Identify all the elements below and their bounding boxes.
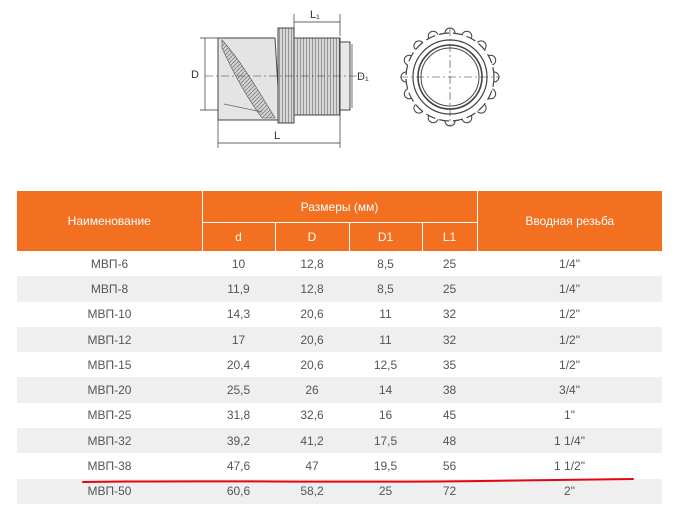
cell-D: 47 bbox=[275, 453, 349, 478]
cell-D: 26 bbox=[275, 377, 349, 402]
cell-name: МВП-20 bbox=[17, 377, 202, 402]
cell-D: 20,6 bbox=[275, 302, 349, 327]
cell-d: 47,6 bbox=[202, 453, 275, 478]
cell-name: МВП-10 bbox=[17, 302, 202, 327]
dim-label-l1: L₁ bbox=[310, 9, 320, 21]
cell-L1: 25 bbox=[422, 251, 477, 276]
cell-name: МВП-32 bbox=[17, 428, 202, 453]
header-thread: Вводная резьба bbox=[477, 191, 662, 251]
cell-thread: 1 1/2" bbox=[477, 453, 662, 478]
header-sizes: Размеры (мм) bbox=[202, 191, 477, 223]
side-view bbox=[205, 28, 365, 123]
cell-d: 20,4 bbox=[202, 352, 275, 377]
header-col-L1: L1 bbox=[422, 223, 477, 252]
cell-d: 17 bbox=[202, 327, 275, 352]
table-row bbox=[17, 251, 662, 276]
header-name: Наименование bbox=[17, 191, 202, 251]
cell-L1: 25 bbox=[422, 276, 477, 301]
cell-D1: 11 bbox=[349, 327, 422, 352]
cell-D1: 11 bbox=[349, 302, 422, 327]
cell-thread: 1 1/4" bbox=[477, 428, 662, 453]
cell-thread: 3/4" bbox=[477, 377, 662, 402]
cell-d: 60,6 bbox=[202, 479, 275, 504]
cell-D1: 14 bbox=[349, 377, 422, 402]
header-col-D1: D1 bbox=[349, 223, 422, 252]
cell-name: МВП-6 bbox=[17, 251, 202, 276]
cell-thread: 1/4" bbox=[477, 251, 662, 276]
dim-label-d1: D₁ bbox=[357, 71, 369, 83]
table-row bbox=[17, 276, 662, 301]
cell-name: МВП-25 bbox=[17, 403, 202, 428]
cell-name: МВП-38 bbox=[17, 453, 202, 478]
cell-thread: 1/4" bbox=[477, 276, 662, 301]
table-row-highlighted bbox=[17, 453, 662, 478]
cell-D1: 25 bbox=[349, 479, 422, 504]
table-row bbox=[17, 428, 662, 453]
cell-d: 10 bbox=[202, 251, 275, 276]
cell-thread: 1" bbox=[477, 403, 662, 428]
dim-label-l: L bbox=[274, 130, 281, 142]
dim-label-d: D bbox=[191, 69, 199, 81]
cell-name: МВП-50 bbox=[17, 479, 202, 504]
cell-thread: 1/2" bbox=[477, 327, 662, 352]
fitting-drawing-svg bbox=[180, 0, 540, 160]
cell-L1: 32 bbox=[422, 302, 477, 327]
table-row bbox=[17, 352, 662, 377]
header-col-d: d bbox=[202, 223, 275, 252]
cell-L1: 32 bbox=[422, 327, 477, 352]
cell-D1: 19,5 bbox=[349, 453, 422, 478]
cell-L1: 72 bbox=[422, 479, 477, 504]
cell-name: МВП-12 bbox=[17, 327, 202, 352]
cell-D: 12,8 bbox=[275, 276, 349, 301]
cell-d: 14,3 bbox=[202, 302, 275, 327]
cell-thread: 1/2" bbox=[477, 302, 662, 327]
table-row bbox=[17, 403, 662, 428]
cell-d: 31,8 bbox=[202, 403, 275, 428]
table-row bbox=[17, 479, 662, 504]
cell-D: 32,6 bbox=[275, 403, 349, 428]
cell-D: 58,2 bbox=[275, 479, 349, 504]
cell-L1: 35 bbox=[422, 352, 477, 377]
table-row bbox=[17, 377, 662, 402]
cell-D: 20,6 bbox=[275, 327, 349, 352]
specification-table bbox=[17, 191, 662, 504]
cell-L1: 45 bbox=[422, 403, 477, 428]
cell-D1: 17,5 bbox=[349, 428, 422, 453]
cell-thread: 1/2" bbox=[477, 352, 662, 377]
cell-d: 25,5 bbox=[202, 377, 275, 402]
cell-name: МВП-8 bbox=[17, 276, 202, 301]
cell-D: 12,8 bbox=[275, 251, 349, 276]
cell-D1: 8,5 bbox=[349, 276, 422, 301]
cell-d: 39,2 bbox=[202, 428, 275, 453]
cell-L1: 48 bbox=[422, 428, 477, 453]
cell-D: 41,2 bbox=[275, 428, 349, 453]
table-row bbox=[17, 327, 662, 352]
cell-D: 20,6 bbox=[275, 352, 349, 377]
header-col-D: D bbox=[275, 223, 349, 252]
cell-name: МВП-15 bbox=[17, 352, 202, 377]
cell-L1: 56 bbox=[422, 453, 477, 478]
cell-D1: 12,5 bbox=[349, 352, 422, 377]
cell-d: 11,9 bbox=[202, 276, 275, 301]
technical-drawing bbox=[180, 0, 540, 160]
table-row bbox=[17, 302, 662, 327]
cell-D1: 16 bbox=[349, 403, 422, 428]
cell-L1: 38 bbox=[422, 377, 477, 402]
cell-D1: 8,5 bbox=[349, 251, 422, 276]
cell-thread: 2" bbox=[477, 479, 662, 504]
